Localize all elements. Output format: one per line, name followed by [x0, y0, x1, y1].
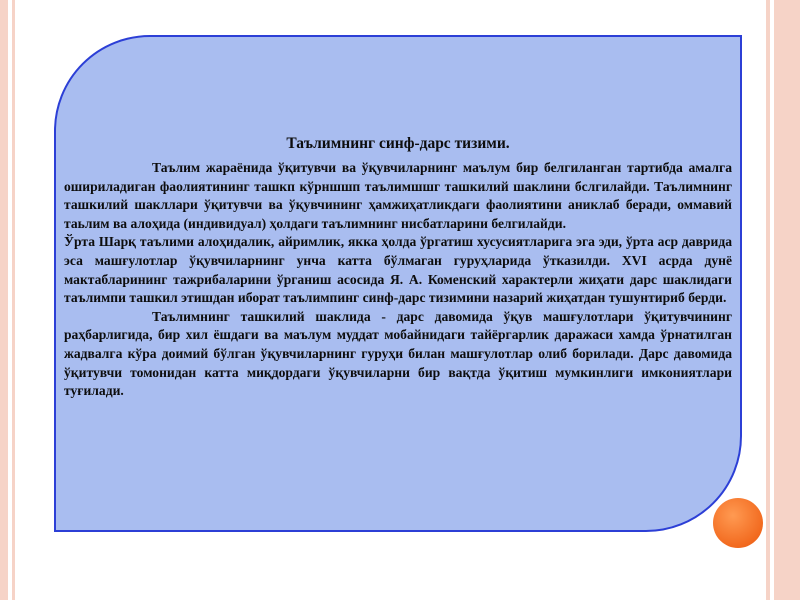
paragraph-2: Ўрта Шарқ таълими алоҳидалик, айримлик, якка ҳолда ўргатиш хусусиятларига эга эди, ўрта аср даврида эса машғулотлар ўқувчиларнинг унча катта бўлмаган гуруҳларида ўтказилди. XVI асрда дунё мактабларининг тажрибаларини ўрганиш асосида Я. А. Коменский характерли жиҳати дарс шаклидаги таълимпи ташкил этишдан иборат таълимпинг синф-дарс тизимини назарий жиҳатдан тушунтириб берди.: [64, 234, 732, 306]
left-decorative-stripe: [0, 0, 8, 600]
slide-title: Таълимнинг синф-дарс тизими.: [286, 135, 510, 152]
paragraph-3: Таълимнинг ташкилий шаклида - дарс давомида ўқув машғулотлари ўқитувчининг раҳбарлигида, бир хил ёшдаги ва маълум муддат мобайнидаги тайёргарлик даражаси хамда ўрнатилган жадвалга кўра доимий бўлган ўқувчиларнинг гуруҳи билан машғулотлар олиб борилади. Дарс давомида ўқитувчи томонидан катта миқдордаги ўқувчиларни бир вақтда ўқитиш мумкинлиги имкониятлари туғилади.: [64, 308, 732, 399]
content-panel: [54, 35, 742, 532]
right-decorative-stripe: [774, 0, 800, 600]
paragraph-1: Таълим жараёнида ўқитувчи ва ўқувчиларнинг маълум бир белгиланган тартибда амалга ошириладиган фаолиятининг ташкп кўрншшп таълимшшг ташкилий шаклини бслгилайди. Таълимнинг ташкилий шакллари ўқитувчи ва ўқувчининг ҳамжиҳатликдаги фаолиятини аниклаб беради, оммавий таьлим ва алоҳида (индивидуал) ҳолдаги таълимнинг нисбатларини белгилайди.: [64, 160, 732, 231]
right-decorative-stripe-thin: [766, 0, 770, 600]
left-decorative-stripe-thin: [12, 0, 15, 600]
orange-circle-decoration: [713, 498, 763, 548]
